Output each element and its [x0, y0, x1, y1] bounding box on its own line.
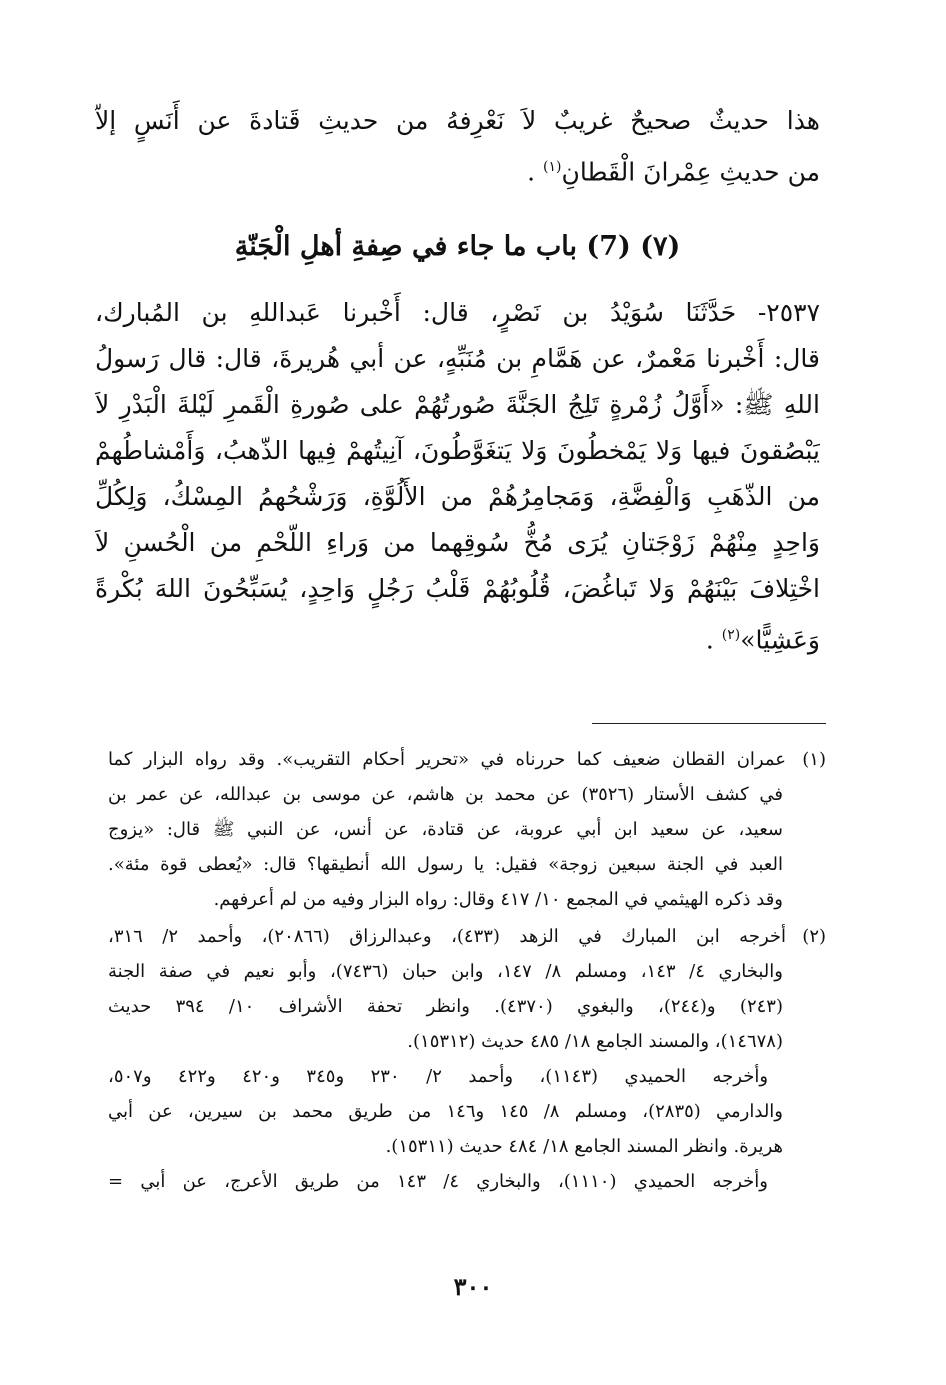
chapter-heading: (٧) (7) باب ما جاء في صِفةِ أهلِ الْجَنّةِ [234, 231, 681, 262]
hadith-line-last [95, 612, 820, 663]
hadith-line: ٢٥٣٧- حَدَّثَنَا سُوَيْدُ بن نَصْرٍ، قال: أَخْبرنا عَبداللهِ بن المُبارك، [95, 298, 820, 327]
footnote-1-number: (١) [802, 749, 826, 770]
intro-line-text: من حديثِ عِمْرانَ الْقَطانِ [561, 157, 820, 187]
footnote-2-number: (٢) [802, 926, 826, 947]
footnote-2-para3-line: وأخرجه الحميدي (١١١٠)، والبخاري ٤/ ١٤٣ من طريق الأعرج، عن أبي = [108, 1171, 768, 1192]
page-number: ٣٠٠ [453, 1272, 493, 1301]
footnotes [108, 742, 826, 1199]
hadith-line: وَاحِدٍ مِنْهُمْ زَوْجَتانِ يُرَى مُخُّ سُوقِهما من وَراءِ اللّحْمِ من الْحُسنِ لاَ [95, 528, 820, 557]
footnote-1-line: في كشف الأستار (٣٥٢٦) عن محمد بن هاشم، عن موسى بن عبدالله، عن عمر بن [108, 784, 784, 805]
footnote-separator [592, 723, 826, 724]
hadith-line-text: وَعَشِيًّا» [740, 625, 820, 655]
footnote-2-first-line [108, 919, 826, 954]
hadith-end-mark: . [705, 625, 722, 655]
footnote-ref-2[interactable]: (٢) [721, 627, 741, 643]
hadith-line: يَبْصُقونَ فيها وَلا يَمْخطُونَ وَلا يَتغَوَّطُونَ، آنِيتُهمْ فِيها الذّهبُ، وَأَمْشاطُهمْ [95, 436, 820, 465]
footnote-1-line: وقد ذكره الهيثمي في المجمع ١٠/ ٤١٧ وقال: رواه البزار وفيه من لم أعرفهم. [213, 889, 783, 910]
hadith-paragraph [95, 290, 820, 663]
hadith-line: من الذّهَبِ وَالْفِضَّةِ، وَمَجامِرُهُمْ من الأَلُوَّةِ، وَرَشْحُهمُ المِسْكُ، وَلِكُلِّ [95, 482, 820, 511]
footnote-2-para2-line: هريرة. وانظر المسند الجامع ١٨/ ٤٨٤ حديث (١٥٣١١). [385, 1136, 783, 1157]
footnote-1-line: العبد في الجنة سبعين زوجة» فقيل: يا رسول الله أنطيقها؟ قال: «يُعطى قوة مئة». [108, 854, 783, 875]
footnote-2-text: أخرجه ابن المبارك في الزهد (٤٣٣)، وعبدالرزاق (٢٠٨٦٦)، وأحمد ٢/ ٣١٦، [108, 926, 787, 947]
intro-paragraph [95, 98, 820, 195]
footnote-1-line: سعيد، عن سعيد ابن أبي عروبة، عن قتادة، عن أنس، عن النبي ﷺ قال: «يزوج [108, 819, 783, 840]
footnote-ref-1[interactable]: (١) [543, 159, 562, 175]
hadith-line: قال: أَخْبرنا مَعْمرٌ، عن هَمَّامِ بن مُنَبِّهٍ، عن أبي هُريرةَ، قال: قال رَسولُ [95, 344, 820, 373]
footnote-2-line: (٢٤٣) و(٢٤٤)، والبغوي (٤٣٧٠). وانظر تحفة الأشراف ١٠/ ٣٩٤ حديث [108, 996, 784, 1017]
footnote-2-para2-line: والدارمي (٢٨٣٥)، ومسلم ٨/ ١٤٥ و١٤٦ من طريق محمد بن سيرين، عن أبي [108, 1101, 784, 1122]
hadith-line: اخْتِلافَ بَيْنَهُمْ وَلا تَباغُضَ، قُلُوبُهُمْ قَلْبُ رَجُلٍ وَاحِدٍ، يُسَبِّحُونَ اللهَ بُكْرةً [95, 574, 820, 603]
intro-end-mark: . [527, 157, 544, 187]
intro-line-last [95, 144, 820, 195]
hadith-line: اللهِ ﷺ: «أَوَّلُ زُمْرةٍ تَلِجُ الجَنَّةَ صُورتُهُمْ على صُورةِ الْقَمرِ لَيْلةَ الْبَدْرِ لاَ [95, 390, 820, 419]
footnote-2-line: والبخاري ٤/ ١٤٣، ومسلم ٨/ ١٤٧، وابن حبان (٧٤٣٦)، وأبو نعيم في صفة الجنة [108, 961, 783, 982]
footnote-2-line: (١٤٦٧٨)، والمسند الجامع ١٨/ ٤٨٥ حديث (١٥٣١٢). [407, 1031, 783, 1052]
footnote-1-text: عمران القطان ضعيف كما حررناه في «تحرير أحكام التقريب». وقد رواه البزار كما [108, 749, 786, 770]
intro-line: هذا حديثٌ صحيحٌ غريبٌ لاَ نَعْرِفهُ من حديثِ قَتادةَ عن أَنَسٍ إلاّ [95, 106, 820, 135]
footnote-2-para2-line: وأخرجه الحميدي (١١٤٣)، وأحمد ٢/ ٢٣٠ و٣٤٥ و٤٢٠ و٤٢٢ و٥٠٧، [108, 1066, 769, 1087]
footnote-1-first-line [108, 742, 826, 777]
